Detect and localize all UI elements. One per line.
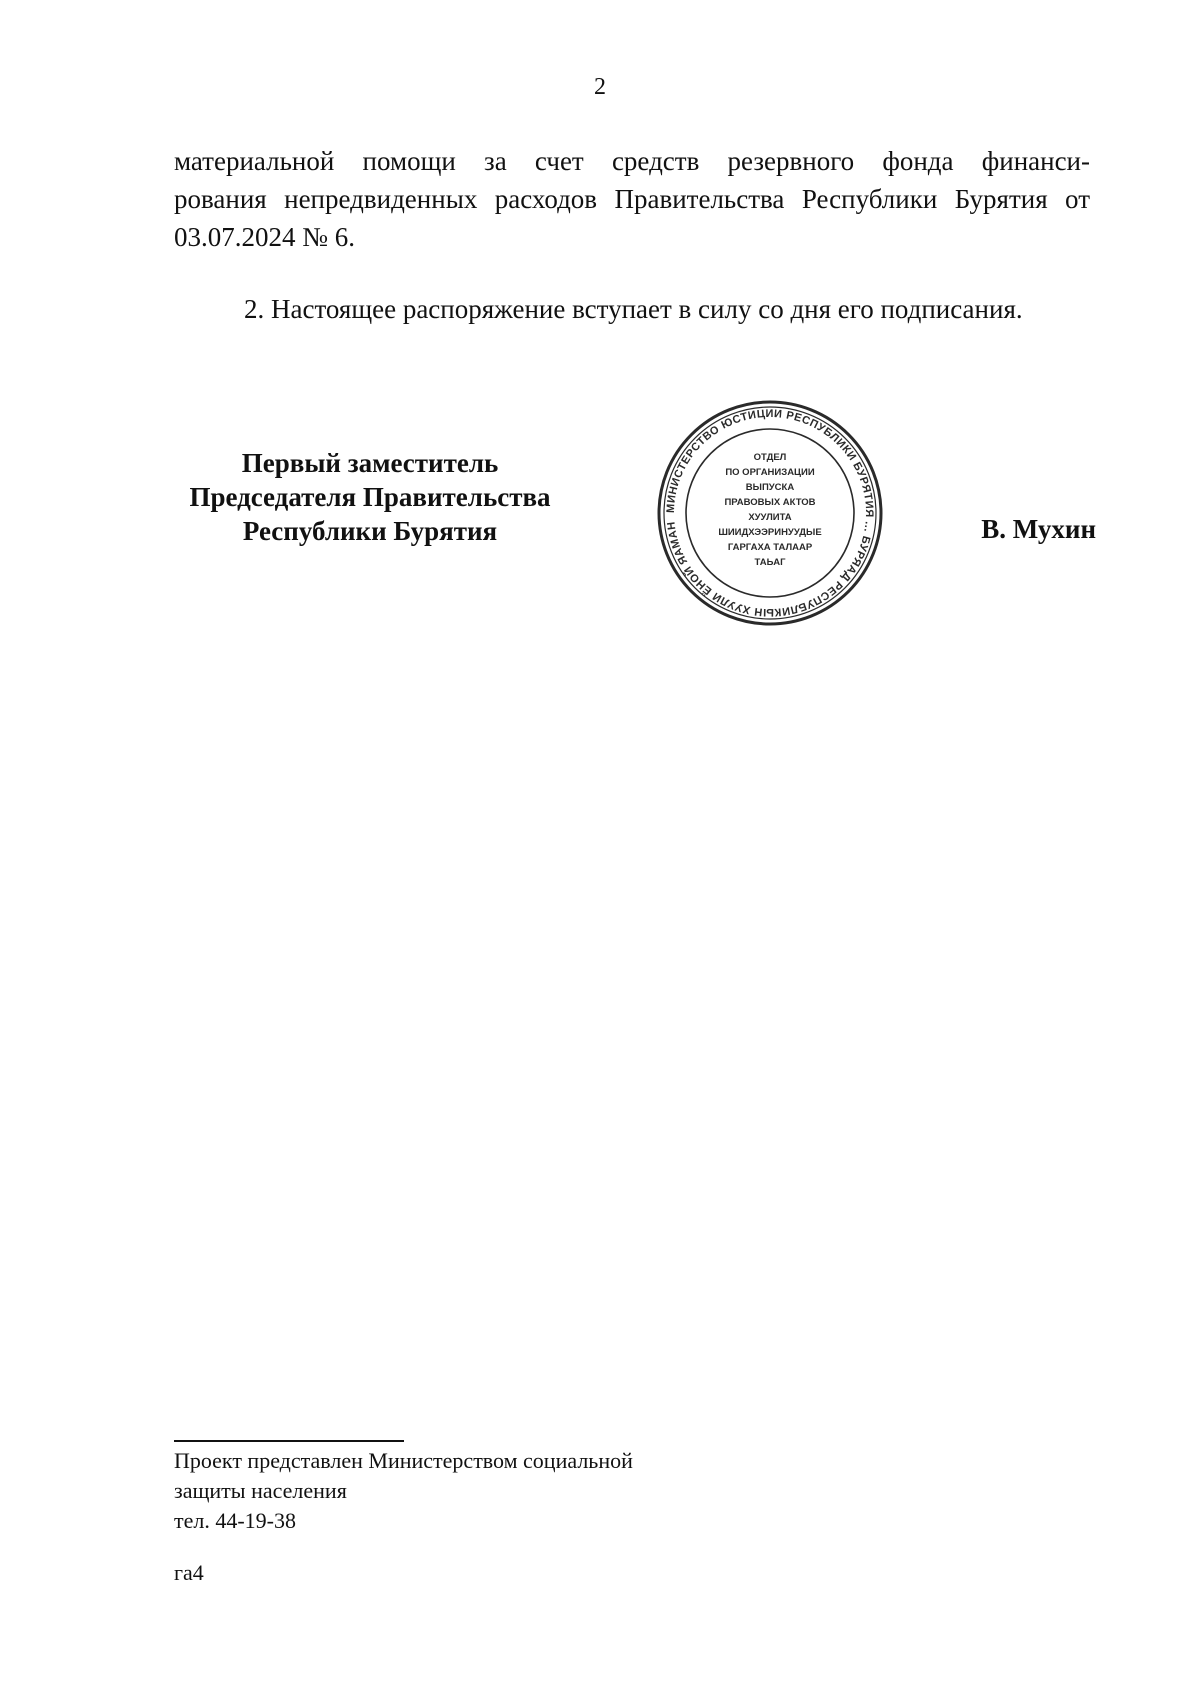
footnote-line-3: тел. 44-19-38	[174, 1508, 297, 1533]
stamp-center-line: ТАЬАГ	[754, 557, 786, 568]
paragraph-line-1: материальной помощи за счет средств резервного фонда финанси-	[174, 146, 1090, 176]
position-line-3: Республики Бурятия	[242, 516, 498, 546]
stamp-outer-text-path: МИНИСТЕРСТВО ЮСТИЦИИ РЕСПУБЛИКИ БУРЯТИЯ ... БУРЯАД РЕСПУБЛИКЫН ХУУЛИ ЁНОЙ ЯАМАН	[664, 407, 876, 619]
official-stamp	[655, 398, 885, 628]
stamp-center-line: ХУУЛИТА	[748, 512, 792, 523]
signer-name: В. Мухин	[981, 514, 1096, 544]
paragraph-2: 2. Настоящее распоряжение вступает в силу со дня его подписания.	[244, 294, 1023, 324]
footnote-line-1: Проект представлен Министерством социальной	[174, 1448, 633, 1473]
document-body	[174, 142, 1090, 328]
position-line-2: Председателя Правительства	[189, 482, 551, 512]
signatory-position	[174, 446, 566, 548]
page-number: 2	[594, 74, 606, 100]
stamp-center-text	[718, 452, 821, 568]
position-line-1: Первый заместитель	[241, 448, 499, 478]
stamp-center-line: ПРАВОВЫХ АКТОВ	[724, 497, 816, 508]
footnote	[174, 1446, 633, 1536]
paragraph-line-3: 03.07.2024 № 6.	[174, 222, 356, 252]
paragraph-continuation	[174, 142, 1090, 256]
stamp-center-line: ОТДЕЛ	[753, 452, 787, 463]
stamp-center-line: ПО ОРГАНИЗАЦИИ	[725, 467, 815, 478]
stamp-center-line: ВЫПУСКА	[745, 482, 795, 493]
stamp-center-line: ГАРГАХА ТАЛААР	[727, 542, 813, 553]
document-code: га4	[174, 1560, 204, 1585]
stamp-center-line: ШИИДХЭЭРИНУУДЫЕ	[718, 527, 822, 538]
footnote-divider	[174, 1440, 404, 1442]
footnote-line-2: защиты населения	[174, 1478, 347, 1503]
paragraph-line-2: рования непредвиденных расходов Правительства Республики Бурятия от	[174, 184, 1090, 214]
